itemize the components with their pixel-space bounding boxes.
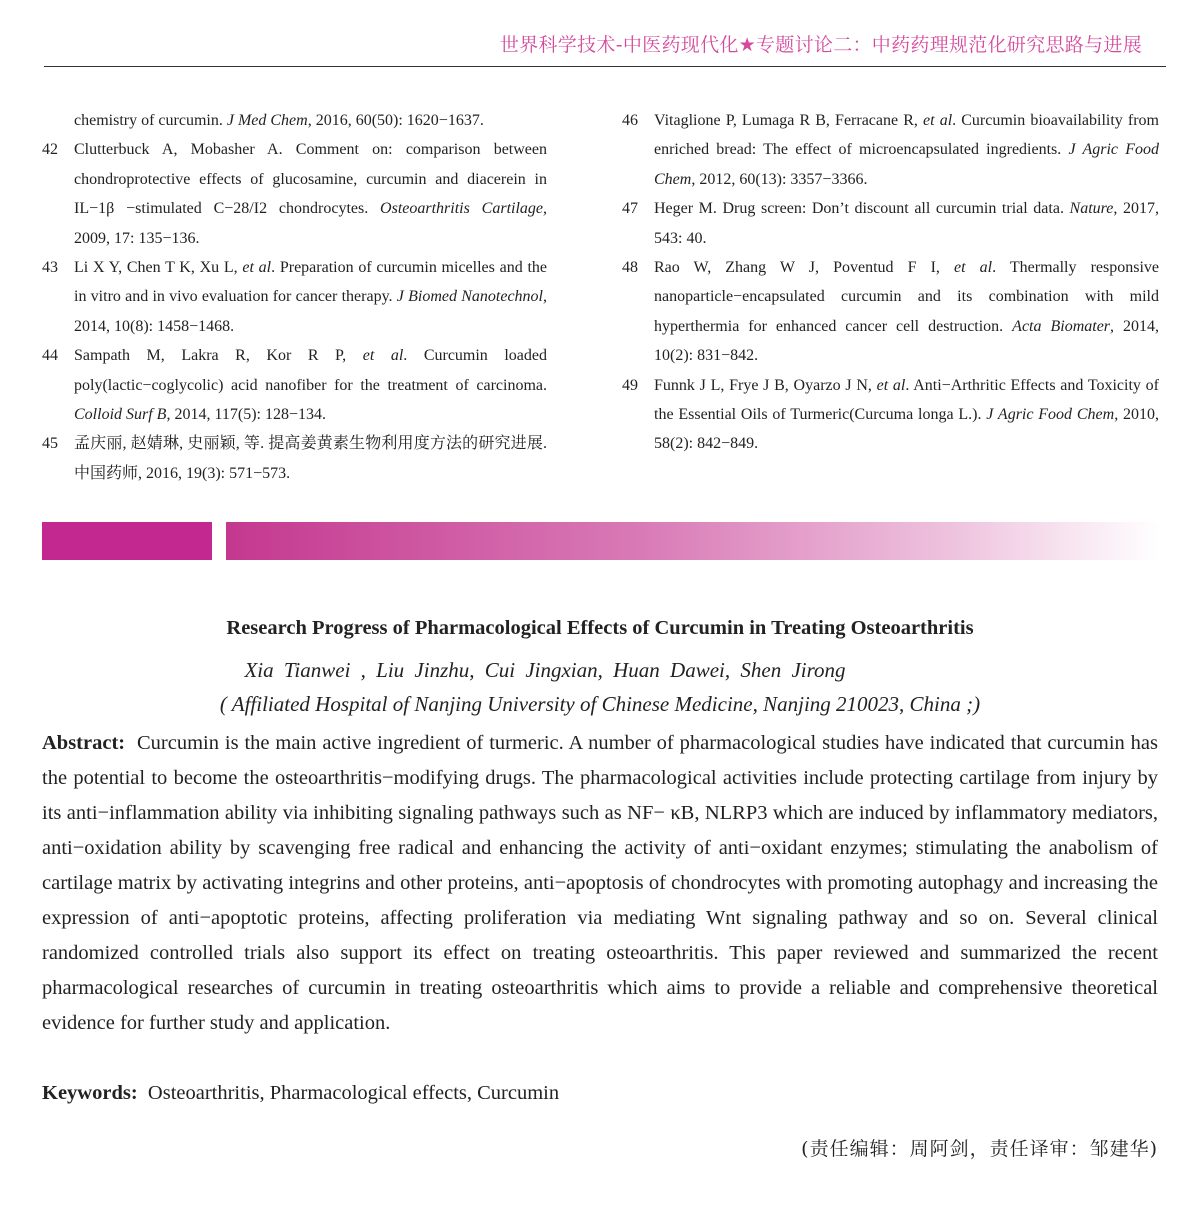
reference-text: Sampath M, Lakra R, Kor R P, [74,347,363,365]
reference-italic-text: J Biomed Nanotechnol [396,288,544,306]
keywords-text: Osteoarthritis, Pharmacological effects, Curcumin [147,1082,560,1104]
reference-text: Heger M. Drug screen: Don’t discount all curcumin trial data. [654,200,1070,218]
reference-text: , 2014, 10(2): 831−842. [654,317,1160,365]
reference-italic-text: J Agric Food Chem [986,406,1115,424]
reference-number: 43 [42,259,58,277]
reference-text: . Preparation of curcumin micelles and the in vitro and in vivo evaluation for cancer therapy. [74,259,547,306]
reference-italic-text: Nature [1069,200,1114,218]
reference-item [42,135,547,253]
reference-item [42,253,547,341]
references-right-column [622,106,1159,459]
reference-item [622,106,1159,194]
reference-text: Funnk J L, Frye J B, Oyarzo J N, [654,376,877,394]
reference-number: 45 [42,435,58,453]
reference-number: 46 [622,112,638,129]
reference-item [622,253,1159,371]
references-left-column [42,106,547,488]
header-rule [44,66,1166,67]
reference-item [622,371,1159,459]
keywords-line [42,1076,1158,1111]
abstract-label: Abstract: [42,732,126,754]
reference-text: , 2017, 543: 40. [654,200,1160,247]
reference-text: Clutterbuck A, Mobasher A. Comment on: comparison between chondroprotective effects of glucosamine, curcumin and diacerein in IL−1β −stimulated C−28/I2 chondrocytes. [74,141,547,218]
reference-text: , 2010, 58(2): 842−849. [654,406,1160,453]
reference-item [622,194,1159,253]
reference-number: 48 [622,259,638,277]
reference-number: 42 [42,141,58,159]
abstract-text: Curcumin is the main active ingredient of turmeric. A number of pharmacological studies have indicated that curcumin has the potential to become the osteoarthritis−modifying drugs. The pharmacological activities include protecting cartilage from injury by its anti−inflammation ability via inhibiting signaling pathways such as NF− κB, NLRP3 which are induced by inflammatory mediators, anti−oxidation ability by scavenging free radical and enhancing the activity of anti−oxidant enzymes; stimulating the anabolism of cartilage matrix by activating integrins and other proteins, anti−apoptosis of chondrocytes with promoting autophagy and increasing the expression of anti−apoptotic proteins, affecting proliferation via mediating Wnt signaling pathway and so on. Several clinical randomized controlled trials also support its effect on treating osteoarthritis. This paper reviewed and summarized the recent pharmacological researches of curcumin in treating osteoarthritis which aims to provide a reliable and comprehensive theoretical evidence for further study and application. [42,732,1159,1034]
reference-text: chemistry of curcumin. [74,112,227,129]
reference-italic-text: Colloid Surf B [74,406,167,424]
reference-italic-text: J Med Chem [226,112,308,129]
reference-text: , 2012, 60(13): 3357−3366. [691,170,868,188]
reference-text: Rao W, Zhang W J, Poventud F I, [654,259,954,277]
keywords-label: Keywords: [42,1082,138,1104]
reference-italic-text: et al [876,376,906,394]
reference-text: . Thermally responsive nanoparticle−encapsulated curcumin and its combination with mild hyperthermia for enhanced cancer cell destruction. [654,259,1160,335]
reference-italic-text: Acta Biomater [1012,317,1111,335]
reference-text: , 2016, 60(50): 1620−1637. [307,112,484,129]
reference-number: 47 [622,200,638,218]
decorative-band-left [42,522,212,560]
english-affiliation: ( Affiliated Hospital of Nanjing University of Chinese Medicine, Nanjing 210023, China ;) [219,692,981,716]
reference-text: . Curcumin loaded poly(lactic−coglycolic) acid nanofiber for the treatment of carcinoma. [74,347,548,394]
reference-italic-text: et al [362,347,404,365]
reference-italic-text: Osteoarthritis Cartilage [380,200,544,218]
reference-number: 49 [622,376,638,394]
reference-text: . Anti−Arthritic Effects and Toxicity of the Essential Oils of Turmeric(Curcuma longa L.). [654,376,1159,424]
english-authors: Xia Tianwei , Liu Jinzhu, Cui Jingxian, Huan Dawei, Shen Jirong [244,658,846,682]
reference-text: 孟庆丽, 赵婧琳, 史丽颖, 等. 提高姜黄素生物利用度方法的研究进展. 中国药师, 2016, 19(3): 571−573. [74,435,547,482]
reference-text: , 2014, 117(5): 128−134. [166,406,326,424]
reference-italic-text: et al [923,112,953,129]
reference-italic-text: et al [242,259,272,277]
reference-italic-text: J Agric Food Chem [654,141,1160,188]
decorative-band-right [226,522,1160,560]
english-title: Research Progress of Pharmacological Effects of Curcumin in Treating Osteoarthritis [226,617,974,639]
reference-item [42,106,547,135]
reference-italic-text: et al [954,259,993,277]
editor-note: (责任编辑：周阿剑，责任译审：邹建华) [801,1138,1158,1160]
reference-item [42,429,547,488]
reference-text: . Curcumin bioavailability from enriched bread: The effect of microencapsulated ingredients. [654,112,1160,159]
reference-text: , 2014, 10(8): 1458−1468. [74,288,548,335]
reference-item [42,341,547,429]
reference-text: , 2009, 17: 135−136. [74,200,548,247]
reference-number: 44 [42,347,58,365]
reference-text: Li X Y, Chen T K, Xu L, [74,259,243,277]
reference-text: Vitaglione P, Lumaga R B, Ferracane R, [654,112,924,129]
running-head: 世界科学技术-中医药现代化★专题讨论二：中药药理规范化研究思路与进展 [499,34,1142,56]
abstract-paragraph [42,726,1158,1041]
